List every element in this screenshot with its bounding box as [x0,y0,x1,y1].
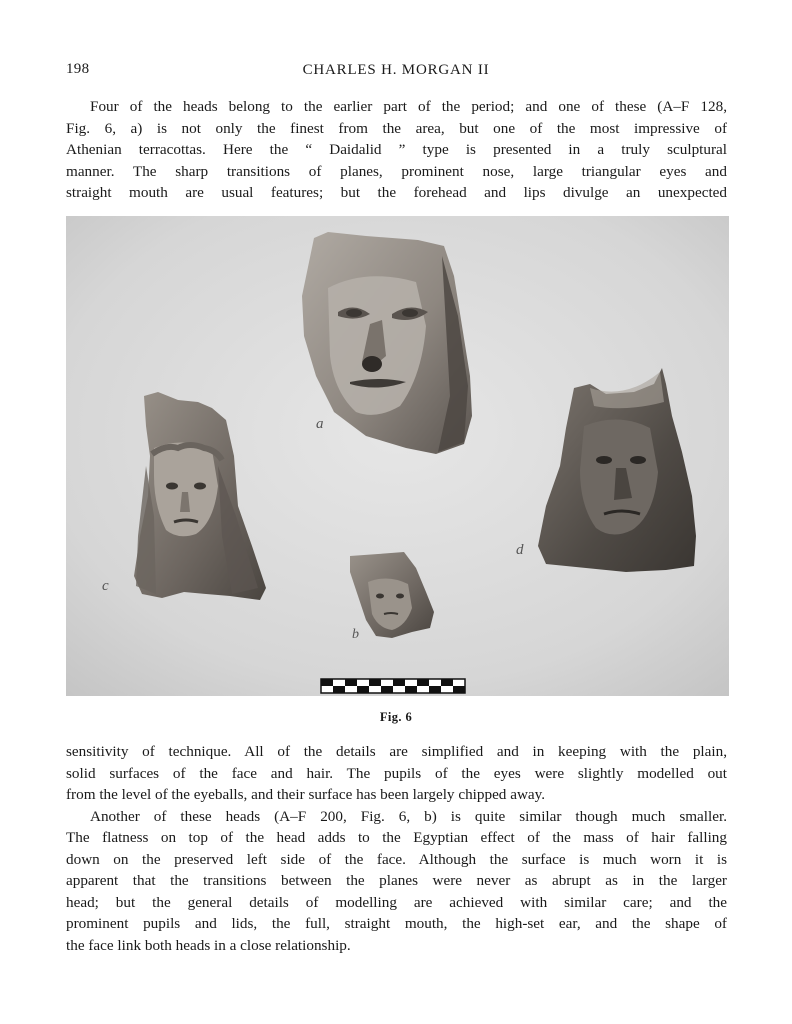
text-line: Athenian terracottas. Here the “ Daidalid ” type is presented in a truly sculptural [66,141,727,158]
text-line: Another of these heads (A–F 200, Fig. 6, b) is quite similar though much smaller. [90,807,727,825]
figure-letter-a: a [316,416,324,432]
text-line: Four of the heads belong to the earlier part of the period; and one of these (A–F 128, [90,98,727,115]
text-line: from the level of the eyeballs, and their surface has been largely chipped away. [66,786,546,803]
page-number: 198 [66,61,90,77]
paragraph-2-3 [66,741,727,956]
scale-bar [321,679,465,693]
text-line: straight mouth are usual features; but the forehead and lips divulge an unexpected [66,184,727,201]
text-line: prominent pupils and lids, the full, straight mouth, the high-set ear, and the shape of [66,915,727,932]
text-line: the face link both heads in a close relationship. [66,936,351,954]
figure-letter-c: c [102,578,109,594]
text-line: apparent that the transitions between the planes were never as abrupt as in the larger [66,872,727,889]
text-line: sensitivity of technique. All of the details are simplified and in keeping with the plain, [66,743,727,760]
text-line: manner. The sharp transitions of planes, prominent nose, large triangular eyes and [66,162,727,180]
text-line: down on the preserved left side of the face. Although the surface is much worn it is [66,850,727,868]
paragraph-1 [66,96,727,204]
terracotta-heads-photo [66,216,729,696]
text-line: head; but the general details of modelling are achieved with similar care; and the [66,893,727,911]
running-head: CHARLES H. MORGAN II [302,62,490,78]
figure-letter-d: d [516,542,524,558]
figure-photograph [66,216,729,696]
figure-caption: Fig. 6 [379,710,413,724]
figure-letter-b: b [352,627,359,642]
text-line: The flatness on top of the head adds to the Egyptian effect of the mass of hair falling [66,829,727,846]
text-line: Fig. 6, a) is not only the finest from the area, but one of the most impressive of [66,119,727,137]
text-line: solid surfaces of the face and hair. The pupils of the eyes were slightly modelled out [66,764,727,782]
